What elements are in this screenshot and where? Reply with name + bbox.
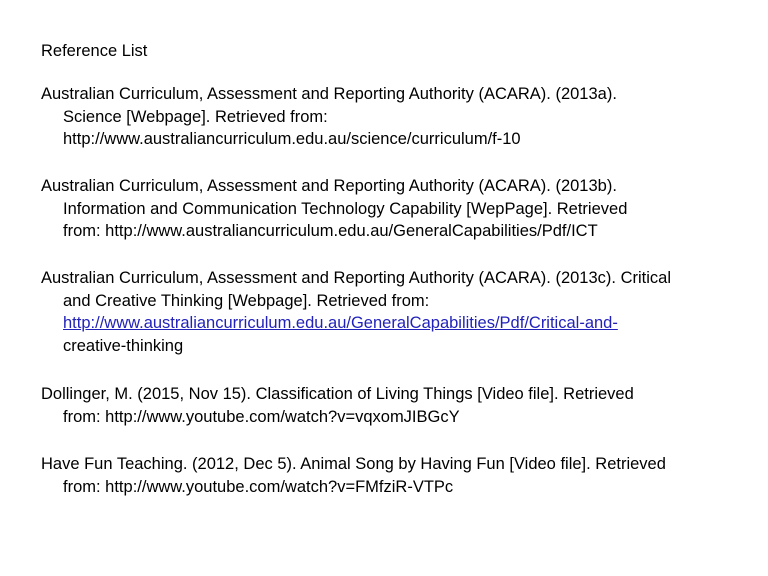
- reference-url: from: http://www.youtube.com/watch?v=FMfziR-VTPc: [63, 477, 454, 496]
- reference-url: http://www.australiancurriculum.edu.au/science/curriculum/f-10: [63, 130, 521, 148]
- reference-entry: [41, 175, 627, 243]
- reference-line: Information and Communication Technology Capability [WepPage]. Retrieved: [63, 199, 628, 218]
- reference-line: Australian Curriculum, Assessment and Reporting Authority (ACARA). (2013b).: [41, 177, 617, 195]
- reference-entry: [41, 267, 671, 357]
- reference-line: Science [Webpage]. Retrieved from:: [63, 107, 328, 126]
- reference-entry: [41, 83, 617, 151]
- reference-url-continuation: creative-thinking: [63, 336, 184, 355]
- reference-url: from: http://www.australiancurriculum.edu.au/GeneralCapabilities/Pdf/ICT: [63, 222, 598, 240]
- reference-line: Have Fun Teaching. (2012, Dec 5). Animal Song by Having Fun [Video file]. Retrieved: [41, 455, 666, 473]
- reference-line: Australian Curriculum, Assessment and Reporting Authority (ACARA). (2013a).: [41, 85, 617, 103]
- reference-line: Dollinger, M. (2015, Nov 15). Classification of Living Things [Video file]. Retrieved: [41, 385, 634, 403]
- reference-line: and Creative Thinking [Webpage]. Retrieved from:: [63, 291, 430, 310]
- reference-line: Australian Curriculum, Assessment and Reporting Authority (ACARA). (2013c). Critical: [41, 269, 671, 287]
- reference-entry: [41, 453, 666, 498]
- reference-url: from: http://www.youtube.com/watch?v=vqxomJIBGcY: [63, 407, 460, 426]
- reference-hyperlink[interactable]: http://www.australiancurriculum.edu.au/GeneralCapabilities/Pdf/Critical-and-: [63, 314, 618, 332]
- page-title: Reference List: [41, 42, 148, 60]
- reference-entry: [41, 383, 634, 428]
